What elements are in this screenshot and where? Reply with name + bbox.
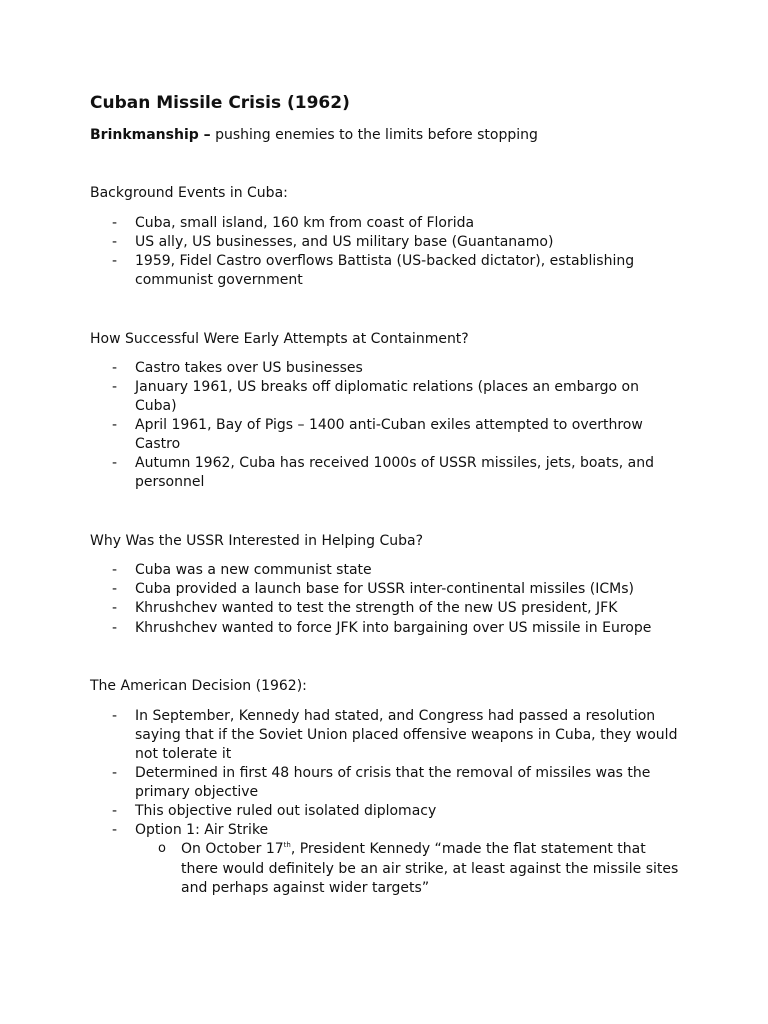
sub-list-item-text: there would definitely be an air strike, at least against the missile sites xyxy=(181,861,679,877)
dash-bullet: - xyxy=(112,600,118,616)
list-item-text: Khrushchev wanted to force JFK into bargaining over US missile in Europe xyxy=(135,620,652,636)
list-item-text: primary objective xyxy=(135,784,259,800)
list-item-text: January 1961, US breaks off diplomatic relations (places an embargo on xyxy=(135,379,639,395)
list-item-text: Cuba, small island, 160 km from coast of Florida xyxy=(135,215,475,231)
sub-item-text-end: , President Kennedy “made the flat statement that xyxy=(290,841,646,857)
dash-bullet: - xyxy=(112,581,118,597)
dash-bullet: - xyxy=(112,215,118,231)
page-title: Cuban Missile Crisis (1962) xyxy=(90,93,350,113)
sub-list-item-text: and perhaps against wider targets” xyxy=(181,880,430,896)
dash-bullet: - xyxy=(112,822,118,838)
section-heading-american-decision: The American Decision (1962): xyxy=(90,678,307,694)
list-item-text: Autumn 1962, Cuba has received 1000s of USSR missiles, jets, boats, and xyxy=(135,455,655,471)
list-item-text: Khrushchev wanted to test the strength of the new US president, JFK xyxy=(135,600,618,616)
definition-line xyxy=(90,126,538,145)
list-item-text: Cuba was a new communist state xyxy=(135,562,372,578)
list-item-text: Castro takes over US businesses xyxy=(135,360,363,376)
list-item-text: not tolerate it xyxy=(135,746,232,762)
sub-item-text-start: On October 17 xyxy=(181,841,284,857)
dash-bullet: - xyxy=(112,765,118,781)
list-item-text: 1959, Fidel Castro overflows Battista (US-backed dictator), establishing xyxy=(135,253,635,269)
dash-bullet: - xyxy=(112,234,118,250)
list-item-text: Determined in first 48 hours of crisis that the removal of missiles was the xyxy=(135,765,651,781)
dash-bullet: - xyxy=(112,417,118,433)
dash-bullet: - xyxy=(112,253,118,269)
dash-bullet: - xyxy=(112,379,118,395)
list-item-text: saying that if the Soviet Union placed offensive weapons in Cuba, they would xyxy=(135,727,678,743)
list-item-text: personnel xyxy=(135,474,205,490)
list-item-text: Option 1: Air Strike xyxy=(135,822,269,838)
dash-bullet: - xyxy=(112,360,118,376)
list-item-text: US ally, US businesses, and US military base (Guantanamo) xyxy=(135,234,554,250)
dash-bullet: - xyxy=(112,620,118,636)
sub-list-item-text xyxy=(181,839,646,859)
dash-bullet: - xyxy=(112,708,118,724)
list-item-text: This objective ruled out isolated diplomacy xyxy=(135,803,437,819)
list-item-text: April 1961, Bay of Pigs – 1400 anti-Cuban exiles attempted to overthrow xyxy=(135,417,643,433)
circle-bullet: o xyxy=(158,841,166,856)
ordinal-superscript: th xyxy=(283,841,291,849)
definition-term: Brinkmanship – xyxy=(90,127,211,143)
list-item-text: Cuba provided a launch base for USSR inter-continental missiles (ICMs) xyxy=(135,581,634,597)
dash-bullet: - xyxy=(112,803,118,819)
dash-bullet: - xyxy=(112,455,118,471)
list-item-text: In September, Kennedy had stated, and Congress had passed a resolution xyxy=(135,708,656,724)
list-item-text: Cuba) xyxy=(135,398,177,414)
definition-text: pushing enemies to the limits before stopping xyxy=(210,127,538,143)
dash-bullet: - xyxy=(112,562,118,578)
list-item-text: Castro xyxy=(135,436,181,452)
section-heading-containment: How Successful Were Early Attempts at Containment? xyxy=(90,331,469,347)
section-heading-ussr: Why Was the USSR Interested in Helping Cuba? xyxy=(90,533,424,549)
list-item-text: communist government xyxy=(135,272,303,288)
section-heading-background: Background Events in Cuba: xyxy=(90,185,288,201)
